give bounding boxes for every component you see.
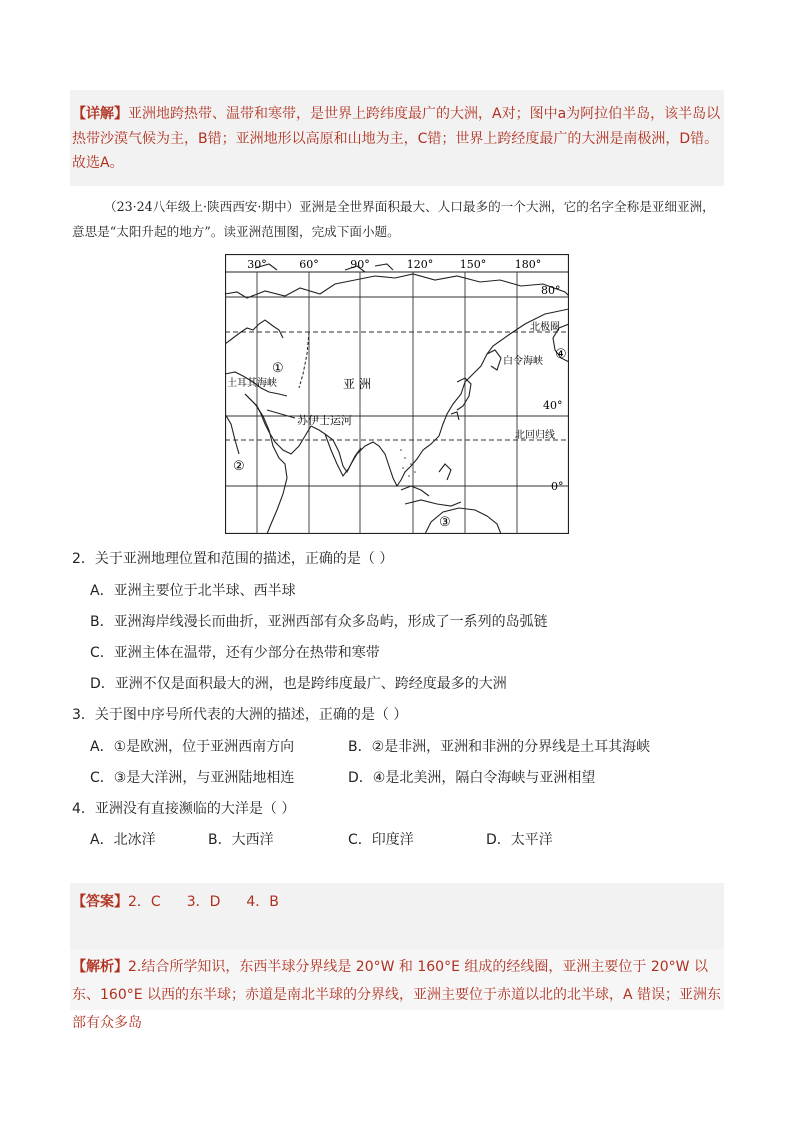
lon-label: 30°: [247, 258, 267, 271]
q4-option-b[interactable]: B．大西洋: [208, 832, 274, 848]
analysis-text: 2.结合所学知识，东西半球分界线是 20°W 和 160°E 组成的经线圈，亚洲主要位于 20°W 以东、160°E 以西的东半球；赤道是南北半球的分界线，亚洲主要位于赤道以北的北半球，A 错误；亚洲东部有众多岛: [72, 959, 722, 1031]
lon-label: 150°: [459, 258, 487, 271]
q4-option-a[interactable]: A．北冰洋: [90, 832, 156, 848]
asia-map: [225, 254, 569, 534]
answer-value: 4．B: [246, 894, 279, 910]
answer-tag: 【答案】: [72, 894, 128, 910]
question-3-stem: 3．关于图中序号所代表的大洲的描述，正确的是（ ）: [72, 707, 408, 723]
question-2-stem: 2．关于亚洲地理位置和范围的描述，正确的是（ ）: [72, 551, 394, 567]
analysis-paragraph: [72, 953, 724, 1037]
q3-option-a[interactable]: A．①是欧洲，位于亚洲西南方向: [90, 739, 295, 755]
analysis-tag: 【解析】: [72, 959, 128, 975]
lon-label: 90°: [350, 258, 370, 271]
detail-tag: 【详解】: [72, 106, 128, 122]
q2-option-a[interactable]: A．亚洲主要位于北半球、西半球: [90, 583, 296, 599]
question-intro: （23·24八年级上·陕西西安·期中）亚洲是全世界面积最大、人口最多的一个大洲，它的名字全称是亚细亚洲，意思是“太阳升起的地方”。读亚洲范围图，完成下面小题。: [72, 199, 715, 239]
suez-canal-label: 苏伊士运河: [297, 414, 352, 427]
tropic-label: 北回归线: [515, 430, 555, 441]
bering-strait-label: 白令海峡: [503, 356, 543, 367]
lat-label: 40°: [543, 399, 563, 412]
q2-option-c[interactable]: C．亚洲主体在温带，还有少部分在热带和寒带: [90, 645, 380, 661]
detail-paragraph: [72, 102, 726, 176]
detail-text: 亚洲地跨热带、温带和寒带，是世界上跨纬度最广的大洲，A对；图中a为阿拉伯半岛，该半岛以热带沙漠气候为主，B错；亚洲地形以高原和山地为主，C错；世界上跨经度最广的大洲是南极洲，D错。故选A。: [72, 106, 721, 171]
lat-label: 0°: [551, 480, 564, 493]
q4-option-d[interactable]: D．太平洋: [486, 832, 553, 848]
answer-line: [72, 891, 305, 911]
answer-value: 3．D: [186, 894, 221, 910]
marker-2: ②: [233, 459, 245, 474]
lon-label: 60°: [299, 258, 319, 271]
turkish-strait-label: 土耳其海峡: [227, 378, 277, 389]
lon-label: 120°: [406, 258, 434, 271]
marker-1: ①: [272, 361, 284, 376]
q2-option-d[interactable]: D．亚洲不仅是面积最大的洲，也是跨纬度最广、跨经度最多的大洲: [90, 676, 507, 692]
q3-option-b[interactable]: B．②是非洲，亚洲和非洲的分界线是土耳其海峡: [348, 739, 651, 755]
marker-4: ④: [555, 347, 567, 362]
q3-option-c[interactable]: C．③是大洋洲，与亚洲陆地相连: [90, 770, 295, 786]
q3-option-d[interactable]: D．④是北美洲，隔白令海峡与亚洲相望: [348, 770, 596, 786]
answer-value: 2．C: [128, 894, 161, 910]
asia-label: 亚 洲: [343, 377, 371, 391]
question-4-stem: 4．亚洲没有直接濒临的大洋是（ ）: [72, 801, 296, 817]
lon-label: 180°: [514, 258, 542, 271]
q2-option-b[interactable]: B．亚洲海岸线漫长而曲折，亚洲西部有众多岛屿，形成了一系列的岛弧链: [90, 614, 548, 630]
q4-option-c[interactable]: C．印度洋: [348, 832, 414, 848]
marker-3: ③: [439, 515, 451, 530]
lat-label: 80°: [541, 284, 561, 297]
arctic-circle-label: 北极圈: [530, 322, 560, 333]
